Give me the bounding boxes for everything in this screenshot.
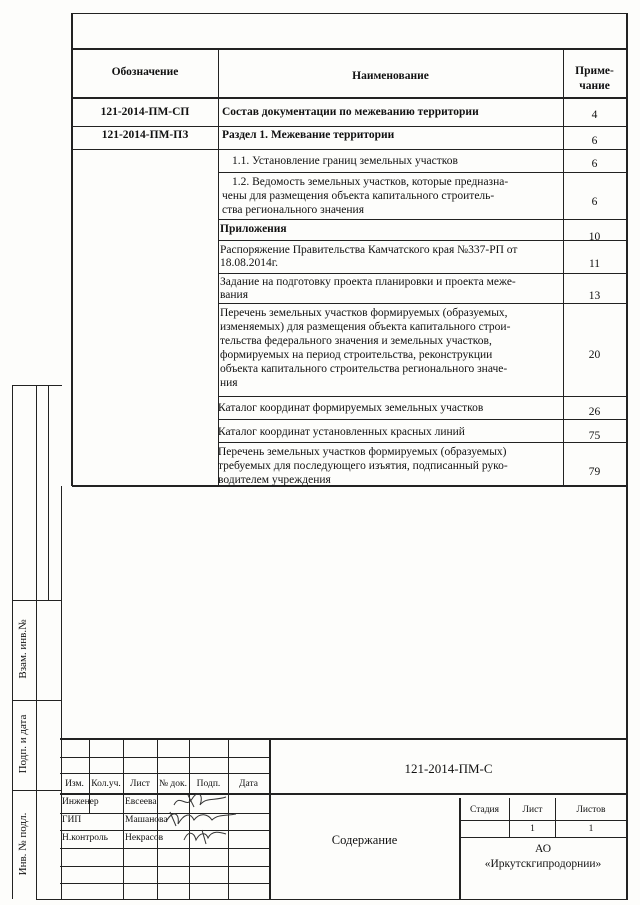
tb-person-name: Машанова [125,815,168,825]
row-line [218,219,627,220]
stamp-line [12,385,62,386]
tb-line [60,773,270,774]
tb-line [60,757,270,758]
row-name: 18.08.2014г. [220,257,279,269]
row-name: изменяемых) для размещения объекта капитального строи- [220,321,511,333]
row-line [218,419,627,420]
row-name: Состав документации по межеванию территории [222,106,479,118]
tb-header-podp: Подп. [196,779,221,789]
row-name: водителем учреждения [218,474,331,486]
tb-col-line [123,738,124,899]
row-page: 4 [591,109,598,121]
row-page: 10 [588,231,601,243]
row-name: Раздел 1. Межевание территории [222,129,395,141]
table-top-line [72,48,627,50]
row-line [72,126,627,127]
row-name: требуемых для последующего изъятия, подписанный руко- [218,460,508,472]
row-line [218,396,627,397]
stamp-line [48,385,49,600]
tb-line [60,830,270,831]
tb-stage-label: Стадия [470,805,499,815]
stamp-vzam: Взам. инв.№ [17,619,29,679]
tb-line [60,848,270,849]
row-page: 13 [588,290,601,302]
frame-top-border [72,13,627,14]
tb-header-data: Дата [239,779,258,789]
row-name: объекта капитального строительства регионального значе- [220,363,508,375]
tb-header-doc: № док. [158,779,187,789]
stamp-inv: Инв. № подл. [17,812,29,876]
tb-org-line2: «Иркутскгипродорнии» [484,858,602,870]
tb-line [460,820,627,821]
tb-header-kolvo: Кол.уч. [91,779,121,789]
row-designation: 121-2014-ПМ-ПЗ [101,129,189,141]
row-name: Каталог координат установленных красных линий [218,426,465,438]
signature-norm-control [180,826,230,846]
tb-sheet-label: Лист [522,805,543,815]
row-name: Задание на подготовку проекта планировки и проекта меже- [220,276,516,288]
tb-doc-code: 121-2014-ПМ-С [404,761,493,776]
row-name: 1.1. Установление границ земельных участков [232,155,458,167]
row-page: 20 [588,349,601,361]
tb-top-line [60,738,627,740]
row-name: ния [220,377,238,389]
header-note-line2: чание [579,80,610,92]
tb-line [60,883,270,884]
row-name: тельства федерального значения и земельных участков, [220,335,492,347]
tb-org-line1: АО [534,843,552,855]
row-name: Распоряжение Правительства Камчатского края №337-РП от [220,244,518,256]
tb-sheets-value: 1 [588,824,594,834]
row-line [218,273,627,274]
row-name: чены для размещения объекта капитального строитель- [222,190,495,202]
row-name: ства регионального значения [222,204,364,216]
tb-role: Инженер [62,797,99,807]
row-line [218,303,627,304]
row-page: 6 [591,135,598,147]
tb-title: Содержание [331,833,398,847]
frame-bottom-border [36,899,627,900]
row-name: вания [220,289,248,301]
row-name: 1.2. Ведомость земельных участков, которые предназна- [232,176,509,188]
col-line [218,48,219,485]
stamp-line [36,385,37,899]
tb-header-izm: Изм. [65,779,84,789]
tb-role: ГИП [62,815,82,825]
row-name: Каталог координат формируемых земельных участков [218,402,484,414]
stamp-line [12,385,13,899]
stamp-line [12,790,62,791]
row-name: Перечень земельных участков формируемых (образуемых) [218,446,507,458]
tb-person-name: Евсеева [125,797,157,807]
row-page: 26 [588,406,601,418]
row-page: 6 [591,196,598,208]
table-bottom-line [72,485,627,487]
header-designation: Обозначение [111,66,179,78]
tb-line [60,866,270,867]
row-line [218,172,627,173]
row-page: 75 [588,430,601,442]
row-name: Приложения [220,223,287,235]
tb-person-name: Некрасов [125,833,164,843]
tb-role: Н.контроль [62,833,108,843]
header-name: Наименование [352,70,429,82]
row-page: 79 [588,466,601,478]
table-header-bottom-line [72,97,627,99]
row-name: Перечень земельных участков формируемых (образуемых, [220,307,508,319]
row-page: 11 [588,258,601,270]
row-line [72,149,627,150]
tb-line [460,837,627,838]
tb-sheets-label: Листов [576,805,606,815]
tb-header-list: Лист [130,779,150,789]
tb-sheet-value: 1 [530,824,535,834]
row-designation: 121-2014-ПМ-СП [100,106,190,118]
stamp-podp: Подп. и дата [17,714,29,774]
tb-line [60,793,627,795]
frame-left-border-upper [71,13,73,486]
row-page: 6 [591,158,598,170]
row-name: формируемых на период строительства, реконструкции [220,349,493,361]
header-note-line1: Приме- [575,65,614,77]
